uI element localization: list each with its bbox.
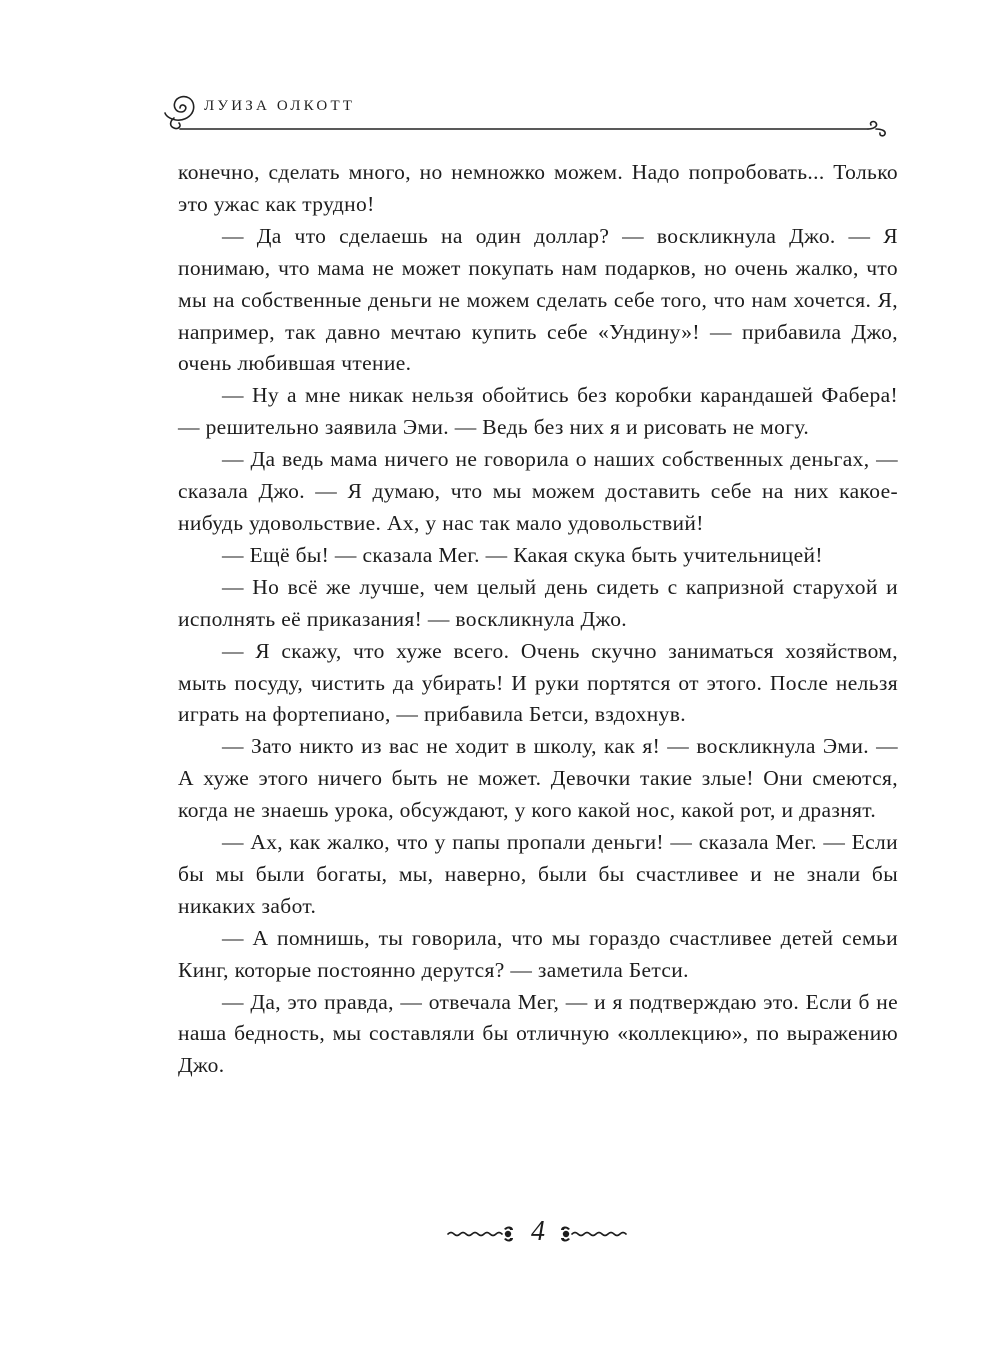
left-scroll-ornament-icon (446, 1214, 518, 1244)
paragraph: — Зато никто из вас не ходит в школу, как я! — воскликнула Эми. — А хуже этого ничего быть не может. Девочки такие злые! Они смеются, когда не знаешь урока, обсуждают, у кого какой нос, какой рот, и дразнят. (178, 734, 898, 823)
paragraph: — Ах, как жалко, что у папы пропали деньги! — сказала Мег. — Если бы мы были богаты, мы, наверно, были бы счастливее и не знали бы никаких забот. (178, 830, 898, 918)
right-scroll-ornament-icon (556, 1214, 628, 1244)
paragraph: — Да, это правда, — отвечала Мег, — и я подтверждаю это. Если б не наша бедность, мы составляли бы отличную «коллекцию», по выражению Джо. (178, 989, 898, 1078)
body-text (178, 157, 898, 1082)
paragraph: — Да ведь мама ничего не говорила о наших собственных деньгах, — сказала Джо. — Я думаю, что мы можем доставить себе на них какое-нибудь удовольствие. Ах, у нас так мало удовольствий! (178, 447, 898, 535)
page-number: 4 (531, 1216, 545, 1247)
paragraph: — Ещё бы! — сказала Мег. — Какая скука быть учительницей! (222, 542, 823, 567)
paragraph: — А помнишь, ты говорила, что мы гораздо счастливее детей семьи Кинг, которые постоянно дерутся? — заметила Бетси. (178, 925, 898, 982)
paragraph: — Но всё же лучше, чем целый день сидеть с капризной старухой и исполнять её приказания! — воскликнула Джо. (178, 574, 898, 631)
header-swirl-rule-icon (160, 86, 900, 146)
paragraph: — Я скажу, что хуже всего. Очень скучно заниматься хозяйством, мыть посуду, чистить да убирать! И руки портятся от этого. После нельзя играть на фортепиано, — прибавила Бетси, вздохнув. (178, 638, 898, 727)
running-head (160, 86, 900, 146)
paragraph: конечно, сделать много, но немножко можем. Надо попробовать... Только это ужас как трудно! (178, 160, 898, 216)
paragraph: — Ну а мне никак нельзя обойтись без коробки карандашей Фабера! — решительно заявила Эми. — Ведь без них я и рисовать не могу. (178, 383, 898, 440)
running-head-author: ЛУИЗА ОЛКОТТ (204, 98, 356, 114)
paragraph: — Да что сделаешь на один доллар? — воскликнула Джо. — Я понимаю, что мама не может покупать нам подарков, но очень жалко, что мы на собственные деньги не можем сделать себе того, что нам хочется. Я, например, так давно мечтаю купить себе «Ундину»! — прибавила Джо, очень любившая чтение. (178, 223, 898, 376)
page-footer (0, 1214, 1004, 1254)
